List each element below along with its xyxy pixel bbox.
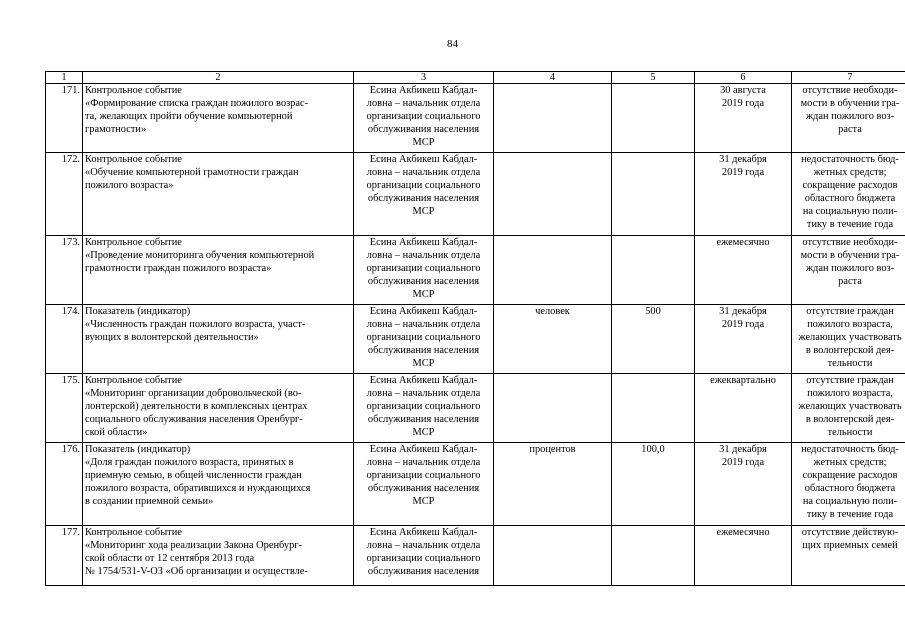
desc-line: ской области от 12 сентября 2013 года — [85, 553, 255, 564]
desc-line: грамотности граждан пожилого возраста» — [85, 263, 272, 274]
resp-line: Есина Акбикеш Кабдал- — [369, 444, 478, 455]
table-row — [46, 374, 905, 443]
risk-line: жетных средств; — [813, 457, 887, 468]
deadline — [695, 84, 792, 153]
risk-line: пожилого возраста, — [807, 319, 893, 330]
desc-line: «Проведение мониторинга обучения компьютерной — [85, 250, 315, 261]
target-value — [612, 374, 695, 443]
risk-line: на социальную поли- — [802, 496, 898, 507]
header-col-4: 4 — [494, 72, 612, 84]
deadline-line: 31 декабря — [719, 154, 767, 165]
unit-of-measure: процентов — [494, 443, 612, 526]
desc-line: «Численность граждан пожилого возраста, участ- — [85, 319, 306, 330]
resp-line: ловна – начальник отдела — [366, 457, 481, 468]
resp-line: обслуживания населения — [367, 193, 480, 204]
unit-of-measure — [494, 374, 612, 443]
resp-line: обслуживания населения — [367, 124, 480, 135]
risk-line: недостаточность бюд- — [801, 154, 899, 165]
desc-line: ской области» — [85, 427, 148, 438]
desc-line: «Формирование списка граждан пожилого возрас- — [85, 98, 309, 109]
deadline-line: ежемесячно — [716, 527, 770, 538]
risk-line: щих приемных семей — [802, 540, 898, 551]
resp-line: ловна – начальник отдела — [366, 250, 481, 261]
event-description — [83, 443, 354, 526]
risk-line: тику в течение года — [806, 509, 894, 520]
deadline-line: 2019 года — [721, 167, 765, 178]
resp-line: Есина Акбикеш Кабдал- — [369, 527, 478, 538]
header-col-2: 2 — [83, 72, 354, 84]
resp-line: Есина Акбикеш Кабдал- — [369, 306, 478, 317]
desc-line: Контрольное событие — [85, 375, 182, 386]
header-col-7: 7 — [792, 72, 905, 84]
deadline — [695, 443, 792, 526]
desc-line: та, желающих пройти обучение компьютерной — [85, 111, 293, 122]
risk-line: тельности — [827, 427, 873, 438]
resp-line: ловна – начальник отдела — [366, 167, 481, 178]
event-description — [83, 236, 354, 305]
header-col-1: 1 — [46, 72, 83, 84]
desc-line: «Обучение компьютерной грамотности граждан — [85, 167, 299, 178]
resp-line: Есина Акбикеш Кабдал- — [369, 237, 478, 248]
resp-line: МСР — [412, 427, 435, 438]
desc-line: вующих в волонтерской деятельности» — [85, 332, 259, 343]
risk-description — [792, 236, 905, 305]
target-value: 500 — [612, 305, 695, 374]
desc-line: Контрольное событие — [85, 237, 182, 248]
deadline-line: 2019 года — [721, 457, 765, 468]
resp-line: обслуживания населения — [367, 483, 480, 494]
desc-line: пожилого возраста, обратившихся и нуждающихся — [85, 483, 311, 494]
resp-line: организации социального — [366, 401, 481, 412]
risk-line: мости в обучении гра- — [800, 98, 900, 109]
risk-line: сокращение расходов — [802, 470, 898, 481]
risk-description — [792, 526, 905, 586]
risk-description — [792, 153, 905, 236]
target-value — [612, 153, 695, 236]
header-col-3: 3 — [354, 72, 494, 84]
target-value — [612, 236, 695, 305]
risk-line: желающих участвовать — [798, 401, 902, 412]
deadline — [695, 526, 792, 586]
risk-line: раста — [838, 124, 862, 135]
row-number: 175. — [46, 374, 83, 443]
row-number: 173. — [46, 236, 83, 305]
resp-line: ловна – начальник отдела — [366, 98, 481, 109]
desc-line: приемную семью, в общей численности граждан — [85, 470, 302, 481]
deadline — [695, 236, 792, 305]
risk-line: отсутствие необходи- — [802, 237, 898, 248]
responsible-person — [354, 236, 494, 305]
row-number: 176. — [46, 443, 83, 526]
table-row — [46, 305, 905, 374]
resp-line: МСР — [412, 137, 435, 148]
unit-of-measure: человек — [494, 305, 612, 374]
risk-line: в волонтерской дея- — [805, 414, 895, 425]
table-body — [46, 84, 905, 586]
resp-line: ловна – начальник отдела — [366, 319, 481, 330]
deadline-line: 2019 года — [721, 319, 765, 330]
table-row — [46, 84, 905, 153]
deadline-line: 2019 года — [721, 98, 765, 109]
risk-line: отсутствие граждан — [806, 375, 894, 386]
unit-of-measure — [494, 153, 612, 236]
risk-line: на социальную поли- — [802, 206, 898, 217]
risk-line: недостаточность бюд- — [801, 444, 899, 455]
target-value: 100,0 — [612, 443, 695, 526]
deadline-line: 31 декабря — [719, 306, 767, 317]
risk-line: областного бюджета — [804, 193, 896, 204]
risk-line: отсутствие необходи- — [802, 85, 898, 96]
row-number: 177. — [46, 526, 83, 586]
deadline — [695, 153, 792, 236]
resp-line: организации социального — [366, 470, 481, 481]
risk-description — [792, 305, 905, 374]
desc-line: пожилого возраста» — [85, 180, 174, 191]
desc-line: Показатель (индикатор) — [85, 444, 191, 455]
unit-of-measure — [494, 526, 612, 586]
risk-line: тику в течение года — [806, 219, 894, 230]
desc-line: № 1754/531-V-ОЗ «Об организации и осуществле- — [85, 566, 308, 577]
risk-line: отсутствие граждан — [806, 306, 894, 317]
unit-of-measure — [494, 236, 612, 305]
desc-line: грамотности» — [85, 124, 147, 135]
header-row — [46, 72, 905, 84]
header-col-5: 5 — [612, 72, 695, 84]
risk-line: желающих участвовать — [798, 332, 902, 343]
table-row — [46, 526, 905, 586]
resp-line: обслуживания населения — [367, 345, 480, 356]
event-description — [83, 153, 354, 236]
responsible-person — [354, 374, 494, 443]
desc-line: социального обслуживания населения Оренбург- — [85, 414, 303, 425]
responsible-person — [354, 443, 494, 526]
resp-line: обслуживания населения — [367, 276, 480, 287]
risk-line: жетных средств; — [813, 167, 887, 178]
risk-description — [792, 374, 905, 443]
row-number: 172. — [46, 153, 83, 236]
resp-line: организации социального — [366, 553, 481, 564]
deadline — [695, 305, 792, 374]
responsible-person — [354, 305, 494, 374]
resp-line: Есина Акбикеш Кабдал- — [369, 154, 478, 165]
risk-line: тельности — [827, 358, 873, 369]
desc-line: «Доля граждан пожилого возраста, принятых в — [85, 457, 294, 468]
resp-line: МСР — [412, 496, 435, 507]
resp-line: Есина Акбикеш Кабдал- — [369, 375, 478, 386]
responsible-person — [354, 526, 494, 586]
resp-line: организации социального — [366, 111, 481, 122]
desc-line: «Мониторинг организации добровольческой (во- — [85, 388, 302, 399]
event-description — [83, 374, 354, 443]
resp-line: обслуживания населения — [367, 414, 480, 425]
row-number: 174. — [46, 305, 83, 374]
responsible-person — [354, 84, 494, 153]
event-description — [83, 526, 354, 586]
risk-line: сокращение расходов — [802, 180, 898, 191]
risk-line: областного бюджета — [804, 483, 896, 494]
resp-line: ловна – начальник отдела — [366, 388, 481, 399]
event-description — [83, 84, 354, 153]
risk-line: пожилого возраста, — [807, 388, 893, 399]
table-row — [46, 153, 905, 236]
deadline-line: ежеквартально — [710, 375, 776, 386]
deadline-line: 30 августа — [720, 85, 766, 96]
resp-line: организации социального — [366, 180, 481, 191]
risk-description — [792, 84, 905, 153]
desc-line: Контрольное событие — [85, 154, 182, 165]
risk-line: мости в обучении гра- — [800, 250, 900, 261]
resp-line: Есина Акбикеш Кабдал- — [369, 85, 478, 96]
plan-table — [45, 71, 905, 586]
table-row — [46, 236, 905, 305]
risk-line: раста — [838, 276, 862, 287]
resp-line: организации социального — [366, 263, 481, 274]
resp-line: ловна – начальник отдела — [366, 540, 481, 551]
deadline-line: ежемесячно — [716, 237, 770, 248]
desc-line: лонтерской) деятельности в комплексных центрах — [85, 401, 308, 412]
unit-of-measure — [494, 84, 612, 153]
row-number: 171. — [46, 84, 83, 153]
resp-line: МСР — [412, 289, 435, 300]
risk-line: ждан пожилого воз- — [805, 263, 895, 274]
desc-line: «Мониторинг хода реализации Закона Оренбург- — [85, 540, 303, 551]
resp-line: организации социального — [366, 332, 481, 343]
header-col-6: 6 — [695, 72, 792, 84]
desc-line: Контрольное событие — [85, 527, 182, 538]
risk-line: отсутствие действую- — [801, 527, 899, 538]
responsible-person — [354, 153, 494, 236]
risk-description — [792, 443, 905, 526]
event-description — [83, 305, 354, 374]
desc-line: Показатель (индикатор) — [85, 306, 191, 317]
page-number: 84 — [447, 38, 458, 50]
resp-line: МСР — [412, 358, 435, 369]
deadline — [695, 374, 792, 443]
deadline-line: 31 декабря — [719, 444, 767, 455]
resp-line: обслуживания населения — [367, 566, 480, 577]
risk-line: в волонтерской дея- — [805, 345, 895, 356]
target-value — [612, 84, 695, 153]
table-row — [46, 443, 905, 526]
desc-line: Контрольное событие — [85, 85, 182, 96]
resp-line: МСР — [412, 206, 435, 217]
risk-line: ждан пожилого воз- — [805, 111, 895, 122]
target-value — [612, 526, 695, 586]
desc-line: в создании приемной семьи» — [85, 496, 214, 507]
